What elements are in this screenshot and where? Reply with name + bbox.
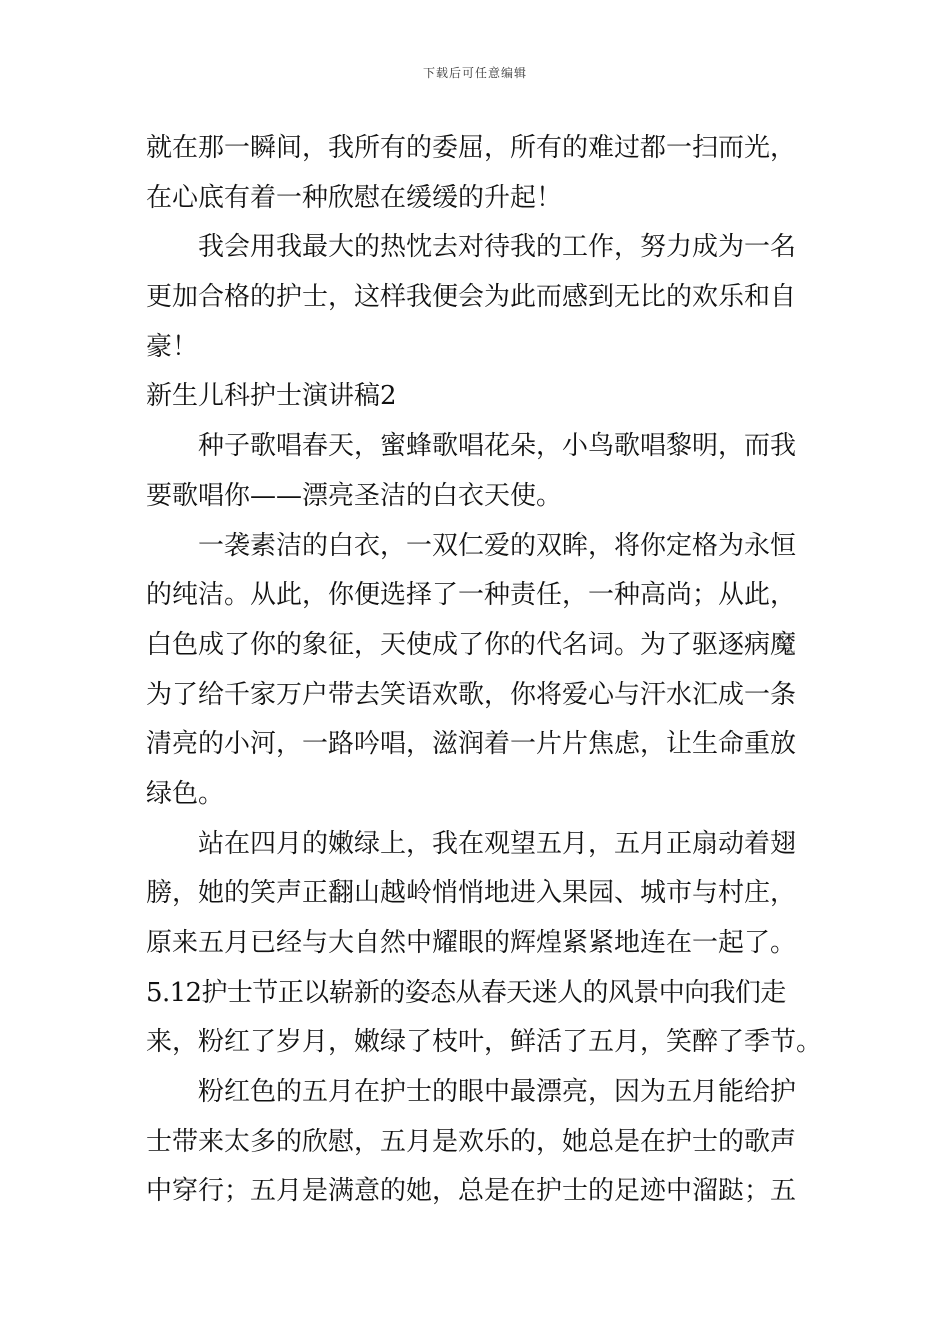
text-line: 来，粉红了岁月，嫩绿了枝叶，鲜活了五月，笑醉了季节。: [146, 1027, 823, 1058]
text-line: 清亮的小河，一路吟唱，滋润着一片片焦虑，让生命重放: [146, 729, 797, 760]
text-line: 就在那一瞬间，我所有的委屈，所有的难过都一扫而光，: [146, 133, 797, 163]
text-line: 种子歌唱春天，蜜蜂歌唱花朵，小鸟歌唱黎明，而我: [198, 431, 797, 462]
text-line: 为了给千家万户带去笑语欢歌，你将爱心与汗水汇成一条: [146, 679, 797, 710]
text-line: 要歌唱你——漂亮圣洁的白衣天使。: [146, 480, 563, 511]
text-line: 士带来太多的欣慰，五月是欢乐的，她总是在护士的歌声: [146, 1126, 797, 1157]
text-line: 站在四月的嫩绿上，我在观望五月，五月正扇动着翅: [198, 828, 797, 859]
text-line: 5.12护士节正以崭新的姿态从春天迷人的风景中向我们走: [146, 977, 786, 1008]
text-line: 在心底有着一种欣慰在缓缓的升起！: [146, 182, 563, 213]
document-body: [146, 126, 836, 1219]
text-line: 豪！: [146, 331, 199, 362]
page-header-note: 下载后可任意编辑: [422, 66, 527, 80]
text-line: 膀，她的笑声正翻山越岭悄悄地进入果园、城市与村庄，: [146, 878, 797, 909]
text-line: 我会用我最大的热忱去对待我的工作，努力成为一名: [198, 232, 797, 263]
text-line: 一袭素洁的白衣，一双仁爱的双眸，将你定格为永恒: [198, 530, 797, 561]
text-line: 绿色。: [146, 778, 225, 809]
text-line: 白色成了你的象征，天使成了你的代名词。为了驱逐病魔: [146, 629, 797, 660]
text-line: 原来五月已经与大自然中耀眼的辉煌紧紧地连在一起了。: [146, 928, 797, 958]
text-line: 粉红色的五月在护士的眼中最漂亮，因为五月能给护: [198, 1077, 797, 1108]
text-line: 的纯洁。从此，你便选择了一种责任，一种高尚；从此，: [146, 580, 797, 611]
section-title: 新生儿科护士演讲稿2: [146, 381, 397, 412]
text-line: 更加合格的护士，这样我便会为此而感到无比的欢乐和自: [146, 282, 797, 313]
text-line: 中穿行；五月是满意的她，总是在护士的足迹中溜跶；五: [146, 1176, 797, 1207]
